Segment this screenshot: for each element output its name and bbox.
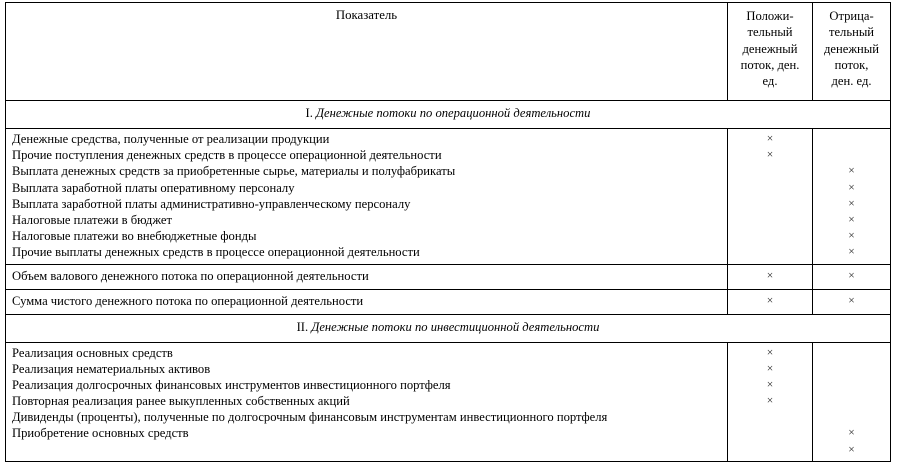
positive-marks-investing [728,342,813,461]
header-line: тельный [747,25,793,40]
header-line: денежный [824,41,879,56]
header-line: поток, [834,58,869,73]
table-row: Дивиденды (проценты), полученные по долгосрочным финансовым инструментам инвестиционного портфеля [12,410,608,425]
table-row: Повторная реализация ранее выкупленных собственных акций [12,394,350,409]
negative-marks-operating [813,129,891,265]
mark-cell: × [848,443,855,456]
positive-marks-operating [728,129,813,265]
table-row: Выплата денежных средств за приобретенные сырье, материалы и полуфабрикаты [12,164,456,179]
mark-cell: × [766,395,774,408]
table-row: Выплата заработной платы оперативному персоналу [12,180,295,195]
section-heading-investing [6,314,891,342]
table-row: Прочие выплаты денежных средств в процессе операционной деятельности [12,245,420,260]
mark-cell: × [766,149,774,162]
section-number: I. [305,106,313,120]
cash-flow-table [5,2,891,462]
total-negative-mark: × [813,289,891,314]
header-line: поток, ден. [740,58,800,73]
table-row: Налоговые платежи во внебюджетные фонды [12,229,257,244]
detail-labels-operating [6,129,728,265]
table-row: Прочие поступления денежных средств в процессе операционной деятельности [12,148,442,163]
table-row: Приобретение основных средств [12,426,189,441]
section-heading-row [6,314,891,342]
section-detail-block-operating [6,129,891,265]
mark-cell: × [848,181,855,194]
section-title: Денежные потоки по операционной деятельности [316,106,591,120]
section-detail-block-investing [6,342,891,461]
header-line: тельный [828,25,875,40]
mark-cell: × [766,362,774,375]
table-row: Выплата заработной платы административно-управленческому персоналу [12,196,411,211]
total-label: Объем валового денежного потока по операционной деятельности [6,264,728,289]
table-header-row [6,3,891,101]
total-negative-mark: × [813,264,891,289]
mark-cell: × [766,346,774,359]
header-line: Отрица- [829,9,874,23]
section-number: II. [296,319,309,334]
column-header-negative-flow [813,3,891,101]
total-row-gross-operating [6,264,891,289]
mark-cell: × [848,230,855,243]
column-header-positive-flow [728,3,813,101]
negative-marks-investing [813,342,891,461]
table-row: Реализация основных средств [12,345,173,360]
header-line: Положи- [746,9,794,23]
section-heading-operating [6,101,891,129]
table-row: Налоговые платежи в бюджет [12,212,172,227]
mark-cell: × [848,246,855,259]
total-label: Сумма чистого денежного потока по операционной деятельности [6,289,728,314]
mark-cell: × [766,133,774,145]
column-header-indicator: Показатель [6,3,728,101]
header-line: денежный [742,41,798,56]
mark-cell: × [848,197,855,210]
mark-cell: × [848,165,855,178]
total-row-net-operating [6,289,891,314]
mark-cell: × [848,213,855,226]
section-heading-row [6,101,891,129]
table-row: Реализация нематериальных активов [12,361,211,376]
table-row: Реализация долгосрочных финансовых инструментов инвестиционного портфеля [12,377,451,392]
header-line: ед. [762,74,778,89]
mark-cell: × [848,427,855,440]
total-positive-mark: × [728,264,813,289]
table-row: Денежные средства, полученные от реализации продукции [12,132,330,146]
detail-labels-investing [6,342,728,461]
mark-cell: × [766,378,774,391]
section-title: Денежные потоки по инвестиционной деятельности [311,319,600,334]
total-positive-mark: × [728,289,813,314]
header-line: ден. ед. [831,74,872,89]
